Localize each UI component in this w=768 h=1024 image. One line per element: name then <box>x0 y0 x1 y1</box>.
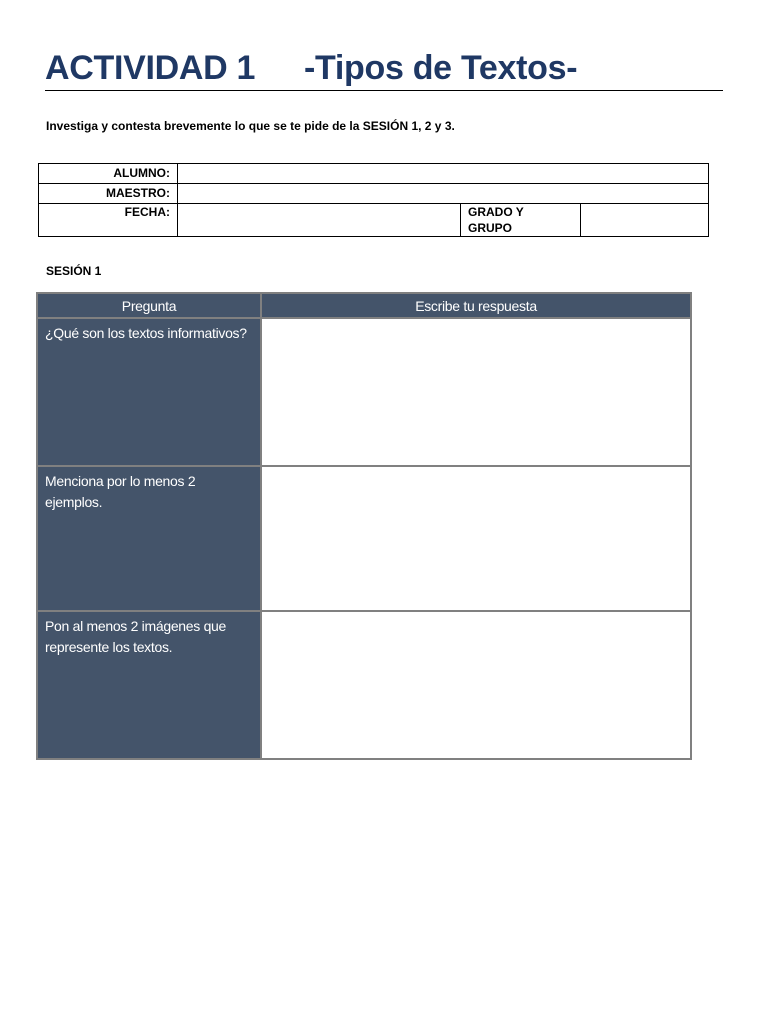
grado-grupo-field[interactable] <box>581 204 709 237</box>
answer-header: Escribe tu respuesta <box>261 293 691 318</box>
grado-label-line2: GRUPO <box>468 221 513 235</box>
instructions-text: Investiga y contesta brevemente lo que se te pide de la SESIÓN 1, 2 y 3. <box>46 119 455 133</box>
question-header: Pregunta <box>37 293 261 318</box>
question-cell: Menciona por lo menos 2 ejemplos. <box>37 466 261 611</box>
alumno-row <box>39 164 709 184</box>
page-title <box>45 46 723 91</box>
maestro-label: MAESTRO: <box>39 184 178 204</box>
maestro-field[interactable] <box>178 184 709 204</box>
answer-cell[interactable] <box>261 611 691 759</box>
activity-title: ACTIVIDAD 1 <box>45 49 256 87</box>
grado-label-line1: GRADO Y <box>468 205 524 219</box>
grado-grupo-label <box>461 204 581 237</box>
fecha-row <box>39 204 709 237</box>
table-row <box>37 318 691 466</box>
question-cell: Pon al menos 2 imágenes que represente los textos. <box>37 611 261 759</box>
alumno-field[interactable] <box>178 164 709 184</box>
session-title: SESIÓN 1 <box>46 264 102 278</box>
session-table <box>36 292 692 760</box>
activity-subtitle: -Tipos de Textos- <box>304 49 578 87</box>
fecha-field[interactable] <box>178 204 461 237</box>
student-info-table <box>38 163 709 237</box>
table-row <box>37 466 691 611</box>
fecha-label: FECHA: <box>39 204 178 237</box>
question-cell: ¿Qué son los textos informativos? <box>37 318 261 466</box>
table-header-row <box>37 293 691 318</box>
answer-cell[interactable] <box>261 318 691 466</box>
table-row <box>37 611 691 759</box>
maestro-row <box>39 184 709 204</box>
answer-cell[interactable] <box>261 466 691 611</box>
alumno-label: ALUMNO: <box>39 164 178 184</box>
